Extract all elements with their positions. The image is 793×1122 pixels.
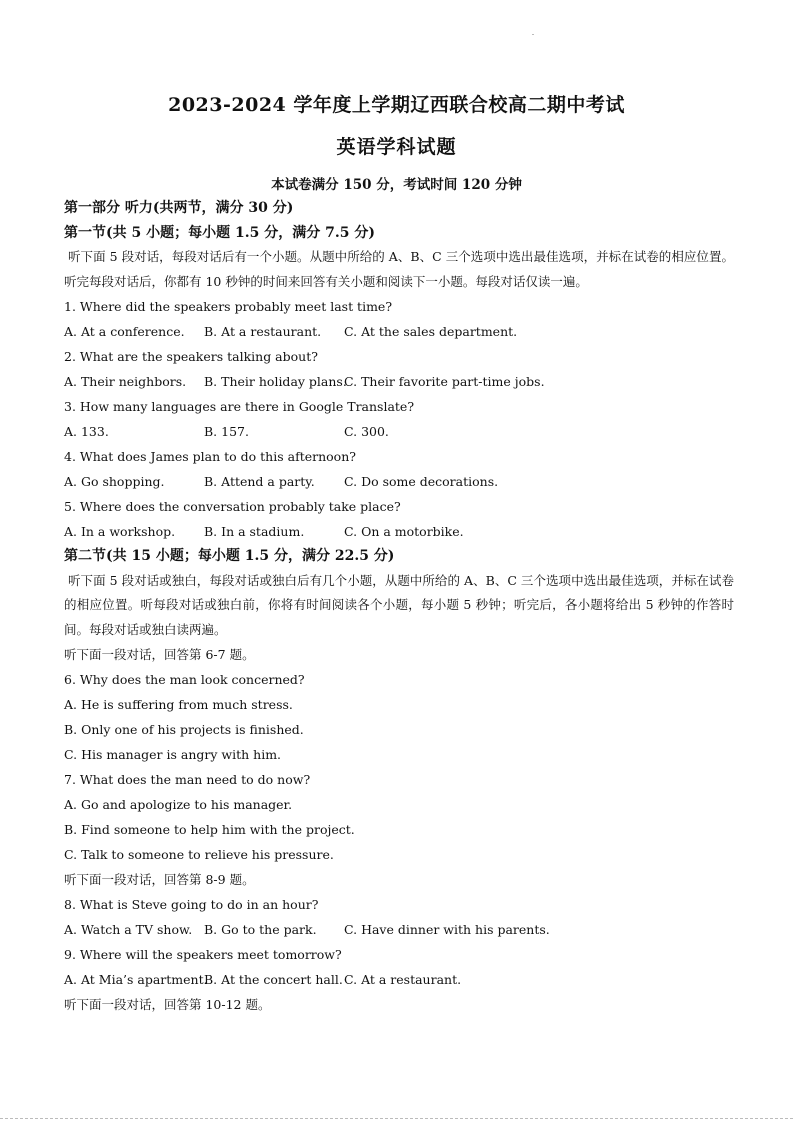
option-a: A. Their neighbors.	[64, 374, 187, 389]
option-a: A. He is suffering from much stress.	[64, 697, 293, 712]
option-a: A. Watch a TV show.	[64, 922, 193, 937]
option-a: A. Go and apologize to his manager.	[64, 797, 293, 812]
scan-speck	[532, 34, 534, 35]
option-b: B. Go to the park.	[204, 922, 317, 937]
option-b: B. Their holiday plans.	[204, 374, 347, 389]
exam-info: 本试卷满分 150 分，考试时间 120 分钟	[271, 177, 522, 193]
option-b: B. 157.	[204, 424, 249, 439]
section2-instructions: 听下面 5 段对话或独白，每段对话或独白后有几个小题，从题中所给的 A、B、C 三个选项中选出最佳选项，并标在试卷的相应位置。听每段对话或独白前，你将有时间阅读各个小题，每小题 5 秒钟；听完后，各小题将给出 5 秒钟的作答时间。每段对话或独白读两遍。	[64, 572, 734, 637]
option-a: A. 133.	[64, 424, 109, 439]
question-9: 9. Where will the speakers meet tomorrow?	[64, 947, 342, 962]
question-text: 2. What are the speakers talking about?	[64, 349, 318, 364]
options-row	[64, 419, 734, 444]
option-c: C. 300.	[344, 424, 389, 439]
question-4	[64, 444, 734, 494]
options-row	[64, 967, 734, 992]
option-b: B. At a restaurant.	[204, 324, 322, 339]
option-a: A. At Mia’s apartment.	[64, 972, 208, 987]
part1-heading: 第一部分 听力(共两节，满分 30 分)	[64, 200, 294, 216]
options-row	[64, 469, 734, 494]
question-7: 7. What does the man need to do now?	[64, 772, 311, 787]
question-8: 8. What is Steve going to do in an hour?	[64, 897, 319, 912]
option-a: A. At a conference.	[64, 324, 185, 339]
section2-heading: 第二节(共 15 小题；每小题 1.5 分，满分 22.5 分)	[64, 548, 395, 564]
question-1	[64, 294, 734, 344]
dialogue-lead-6-7: 听下面一段对话，回答第 6-7 题。	[64, 647, 255, 662]
option-c: C. On a motorbike.	[344, 524, 464, 539]
option-b: B. In a stadium.	[204, 524, 305, 539]
exam-body	[64, 196, 734, 1017]
options-row	[64, 319, 734, 344]
option-c: C. Their favorite part-time jobs.	[344, 374, 545, 389]
section1-heading: 第一节(共 5 小题；每小题 1.5 分，满分 7.5 分)	[64, 224, 375, 241]
page-bottom-divider	[0, 1118, 793, 1120]
question-text: 4. What does James plan to do this afternoon?	[64, 449, 356, 464]
exam-title: 2023-2024 学年度上学期辽西联合校高二期中考试	[168, 94, 625, 116]
question-text: 3. How many languages are there in Google Translate?	[64, 399, 415, 414]
option-c: C. Do some decorations.	[344, 474, 499, 489]
option-b: B. Attend a party.	[204, 474, 315, 489]
question-2	[64, 344, 734, 394]
options-row	[64, 369, 734, 394]
option-a: A. Go shopping.	[64, 474, 165, 489]
question-6: 6. Why does the man look concerned?	[64, 672, 305, 687]
question-text: 1. Where did the speakers probably meet last time?	[64, 299, 393, 314]
exam-subject: 英语学科试题	[336, 136, 457, 158]
options-row	[64, 519, 734, 544]
options-row	[64, 917, 734, 942]
dialogue-lead-8-9: 听下面一段对话，回答第 8-9 题。	[64, 872, 255, 887]
option-b: B. At the concert hall.	[204, 972, 343, 987]
question-5	[64, 494, 734, 544]
dialogue-lead-10-12: 听下面一段对话，回答第 10-12 题。	[64, 997, 271, 1012]
question-text: 5. Where does the conversation probably take place?	[64, 499, 401, 514]
option-c: C. His manager is angry with him.	[64, 747, 282, 762]
question-3	[64, 394, 734, 444]
option-c: C. Have dinner with his parents.	[344, 922, 550, 937]
option-b: B. Only one of his projects is finished.	[64, 722, 304, 737]
option-c: C. At a restaurant.	[344, 972, 462, 987]
option-b: B. Find someone to help him with the project.	[64, 822, 355, 837]
option-c: C. Talk to someone to relieve his pressure.	[64, 847, 334, 862]
section1-instructions: 听下面 5 段对话，每段对话后有一个小题。从题中所给的 A、B、C 三个选项中选出最佳选项，并标在试卷的相应位置。听完每段对话后，你都有 10 秒钟的时间来回答有关小题和阅读下一小题。每段对话仅读一遍。	[64, 249, 734, 289]
option-c: C. At the sales department.	[344, 324, 518, 339]
option-a: A. In a workshop.	[64, 524, 176, 539]
